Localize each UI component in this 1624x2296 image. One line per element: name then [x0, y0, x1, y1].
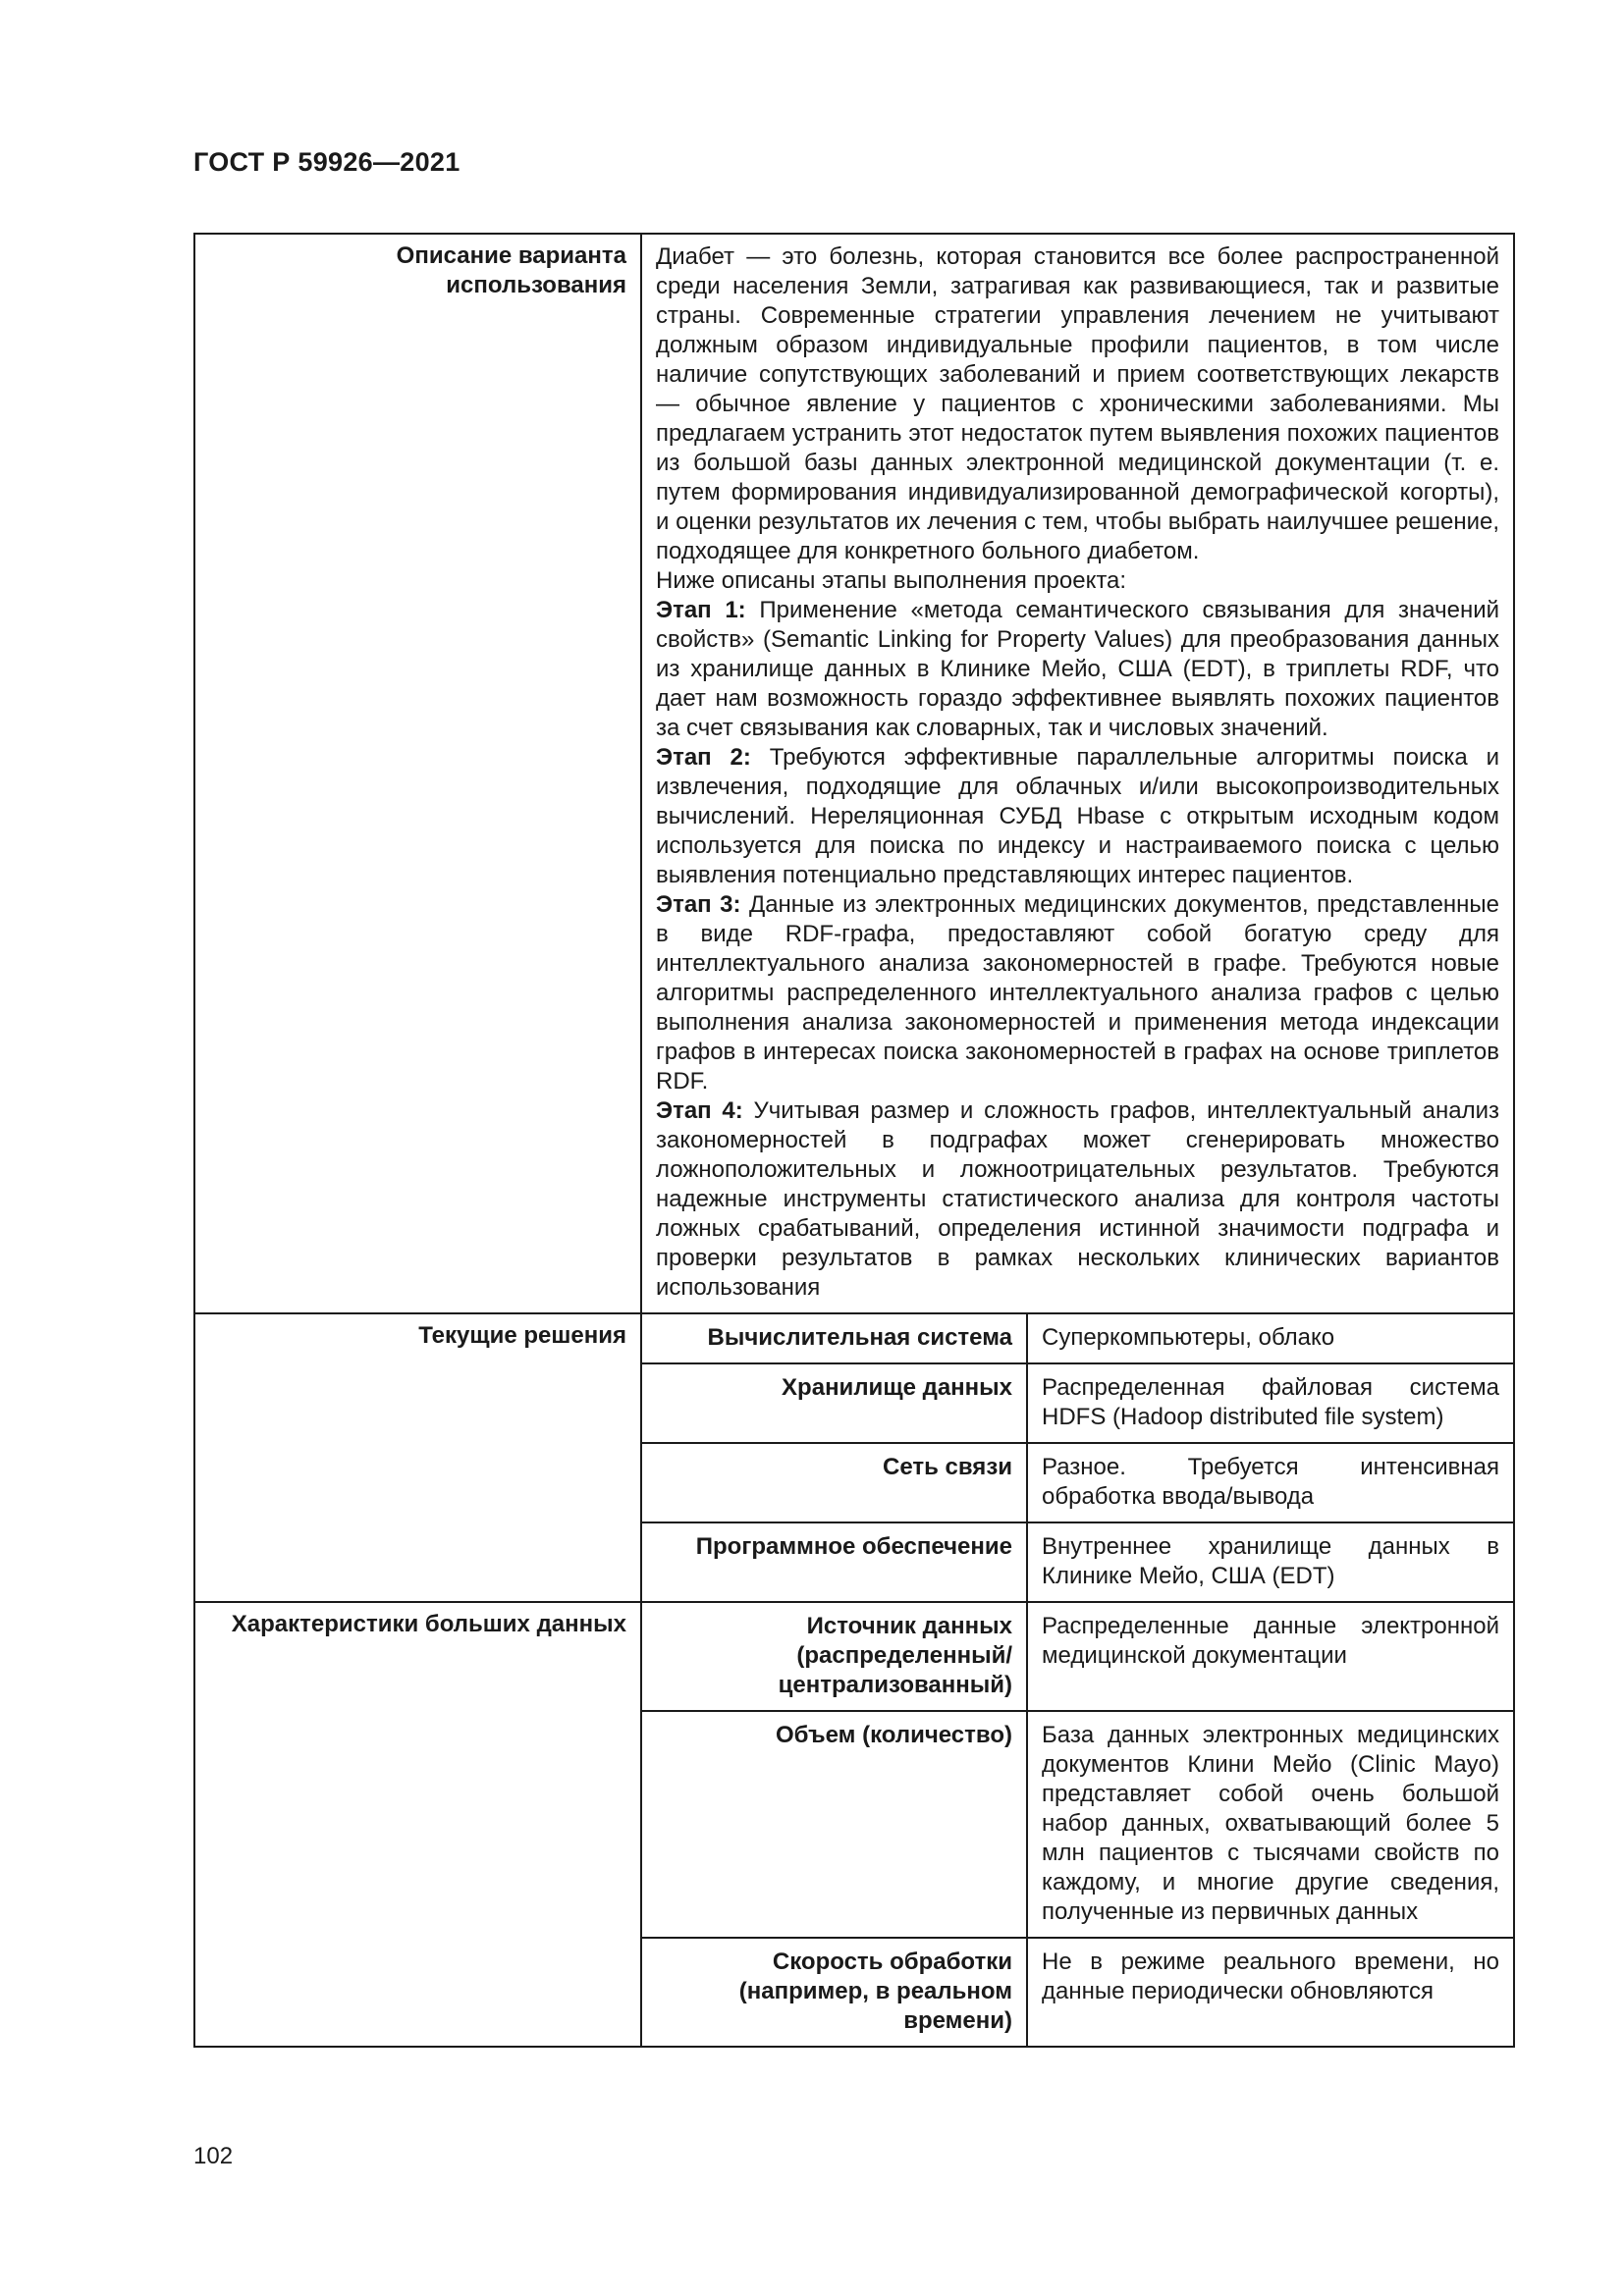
row-value: Разное. Требуется интенсивная обработка ввода/вывода	[1027, 1443, 1514, 1522]
description-row	[194, 234, 1514, 1313]
row-label: Объем (количество)	[641, 1711, 1027, 1938]
row-value: Распределенная файловая система HDFS (Hadoop distributed file system)	[1027, 1363, 1514, 1443]
row-value: База данных электронных медицинских документов Клини Мейо (Clinic Mayo) представляет собой очень большой набор данных, охватывающий более 5 млн пациентов с тысячами свойств по каждому, и многие другие сведения, полученные из первичных данных	[1027, 1711, 1514, 1938]
page-number: 102	[193, 2143, 234, 2169]
description-label: Описание варианта использования	[194, 234, 641, 1313]
row-label: Хранилище данных	[641, 1363, 1027, 1443]
row-label: Вычислительная система	[641, 1313, 1027, 1363]
document-header: ГОСТ Р 59926—2021	[193, 147, 460, 177]
row-label: Скорость обработки (например, в реальном времени)	[641, 1938, 1027, 2047]
description-text	[641, 234, 1514, 1313]
stage-paragraph: Этап 3: Данные из электронных медицинских документов, представленные в виде RDF-графа, предоставляют собой богатую среду для интеллектуального анализа закономерностей в графе. Требуются новые алгоритмы распределенного интеллектуального анализа графов с целью выполнения анализа закономерностей и применения метода индексации графов в интересах поиска закономерностей в графах на основе триплетов RDF.	[656, 891, 1500, 1095]
row-value: Внутреннее хранилище данных в Клинике Мейо, США (EDT)	[1027, 1522, 1514, 1602]
table-row	[194, 1602, 1514, 1711]
table-row	[194, 1313, 1514, 1363]
row-value: Распределенные данные электронной медицинской документации	[1027, 1602, 1514, 1711]
current-solutions-label: Текущие решения	[194, 1313, 641, 1602]
use-case-table	[193, 233, 1515, 2048]
stages-intro: Ниже описаны этапы выполнения проекта:	[656, 567, 1127, 594]
row-value: Суперкомпьютеры, облако	[1027, 1313, 1514, 1363]
stage-paragraph: Этап 4: Учитывая размер и сложность графов, интеллектуальный анализ закономерностей в подграфах может сгенерировать множество ложноположительных и ложноотрицательных результатов. Требуются надежные инструменты статистического анализа для контроля частоты ложных срабатываний, определения истинной значимости подграфа и проверки результатов в рамках нескольких клинических вариантов использования	[656, 1097, 1500, 1301]
big-data-label: Характеристики больших данных	[194, 1602, 641, 2047]
row-label: Программное обеспечение	[641, 1522, 1027, 1602]
stage-paragraph: Этап 1: Применение «метода семантического связывания для значений свойств» (Semantic Linking for Property Values) для преобразования данных из хранилище данных в Клинике Мейо, США (EDT), в триплеты RDF, что дает нам возможность гораздо эффективнее выявлять похожих пациентов за счет связывания как словарных, так и числовых значений.	[656, 597, 1500, 741]
row-label: Сеть связи	[641, 1443, 1027, 1522]
description-intro: Диабет — это болезнь, которая становится все более распространенной среди населения Земли, затрагивая как развивающиеся, так и развитые страны. Современные стратегии управления лечением не учитывают должным образом индивидуальные профили пациентов, в том числе наличие сопутствующих заболеваний и прием соответствующих лекарств — обычное явление у пациентов с хроническими заболеваниями. Мы предлагаем устранить этот недостаток путем выявления похожих пациентов из большой базы данных электронной медицинской документации (т. е. путем формирования индивидуализированной демографической когорты), и оценки результатов их лечения с тем, чтобы выбрать наилучшее решение, подходящее для конкретного больного диабетом.	[656, 243, 1500, 564]
row-label: Источник данных (распределенный/ централизованный)	[641, 1602, 1027, 1711]
row-value: Не в режиме реального времени, но данные периодически обновляются	[1027, 1938, 1514, 2047]
stage-paragraph: Этап 2: Требуются эффективные параллельные алгоритмы поиска и извлечения, подходящие для облачных и/или высокопроизводительных вычислений. Нереляционная СУБД Hbase с открытым исходным кодом используется для поиска по индексу и настраиваемого поиска с целью выявления потенциально представляющих интерес пациентов.	[656, 744, 1500, 888]
